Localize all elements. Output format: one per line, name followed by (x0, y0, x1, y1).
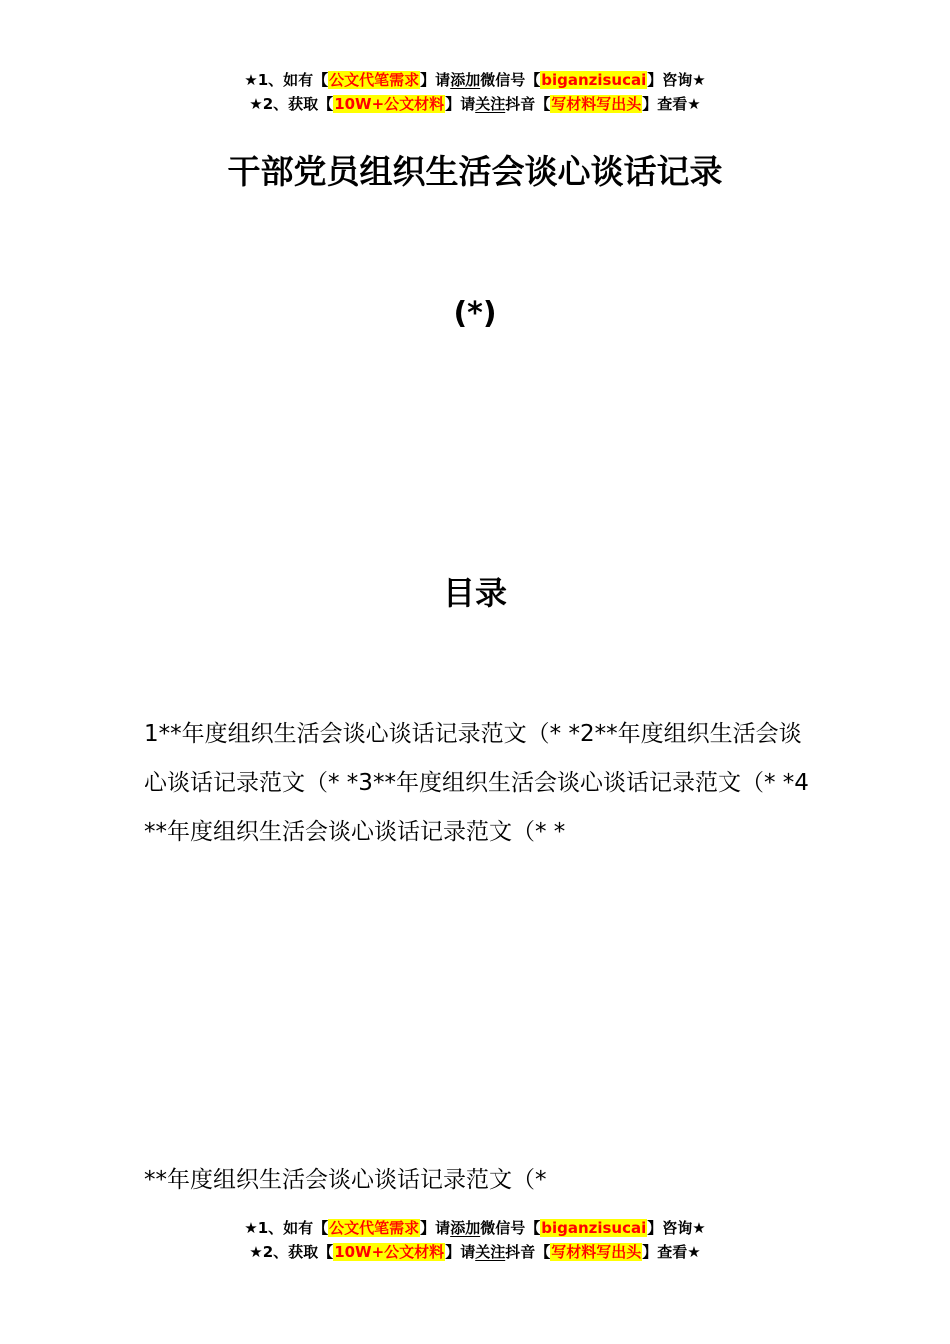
banner-text: 】请 (420, 71, 451, 89)
banner-text: ★2、获取【 (249, 95, 334, 113)
banner-text: 微信号【 (480, 71, 541, 89)
toc-body: 1**年度组织生活会谈心谈话记录范文（* *2**年度组织生活会谈心谈话记录范文（* *3**年度组织生活会谈心谈话记录范文（* *4**年度组织生活会谈心谈话记录范文（* * (144, 721, 809, 845)
banner-text: 】查看★ (642, 95, 701, 113)
banner-text: 】请 (445, 1243, 476, 1261)
banner-wechat-id: biganzisucai (541, 71, 647, 89)
banner-line-1 (0, 1216, 950, 1240)
banner-text: 】咨询★ (647, 71, 706, 89)
banner-highlight: 公文代笔需求 (329, 1219, 420, 1237)
banner-underlined: 添加 (450, 71, 481, 89)
banner-text: ★1、如有【 (244, 71, 329, 89)
banner-line-2 (0, 92, 950, 116)
banner-text: ★1、如有【 (244, 1219, 329, 1237)
banner-highlight: 公文代笔需求 (329, 71, 420, 89)
banner-text: 抖音【 (505, 95, 551, 113)
banner-text: 】查看★ (642, 1243, 701, 1261)
section-heading: **年度组织生活会谈心谈话记录范文（* (144, 1167, 547, 1193)
banner-line-2 (0, 1240, 950, 1264)
banner-douyin-id: 写材料写出头 (551, 1243, 642, 1261)
banner-line-1 (0, 68, 950, 92)
bottom-banner (0, 1216, 950, 1264)
banner-douyin-id: 写材料写出头 (551, 95, 642, 113)
banner-text: 】咨询★ (647, 1219, 706, 1237)
document-title: 干部党员组织生活会谈心谈话记录 (227, 152, 723, 191)
banner-text: 】请 (420, 1219, 451, 1237)
banner-text: 微信号【 (480, 1219, 541, 1237)
banner-highlight: 10W+公文材料 (334, 1243, 445, 1261)
banner-text: ★2、获取【 (249, 1243, 334, 1261)
document-subtitle: (*) (453, 296, 497, 331)
banner-underlined: 关注 (475, 1243, 506, 1261)
banner-highlight: 10W+公文材料 (334, 95, 445, 113)
toc-heading: 目录 (442, 574, 507, 612)
banner-underlined: 关注 (475, 95, 506, 113)
top-banner (0, 68, 950, 116)
banner-underlined: 添加 (450, 1219, 481, 1237)
banner-wechat-id: biganzisucai (541, 1219, 647, 1237)
banner-text: 】请 (445, 95, 476, 113)
banner-text: 抖音【 (505, 1243, 551, 1261)
